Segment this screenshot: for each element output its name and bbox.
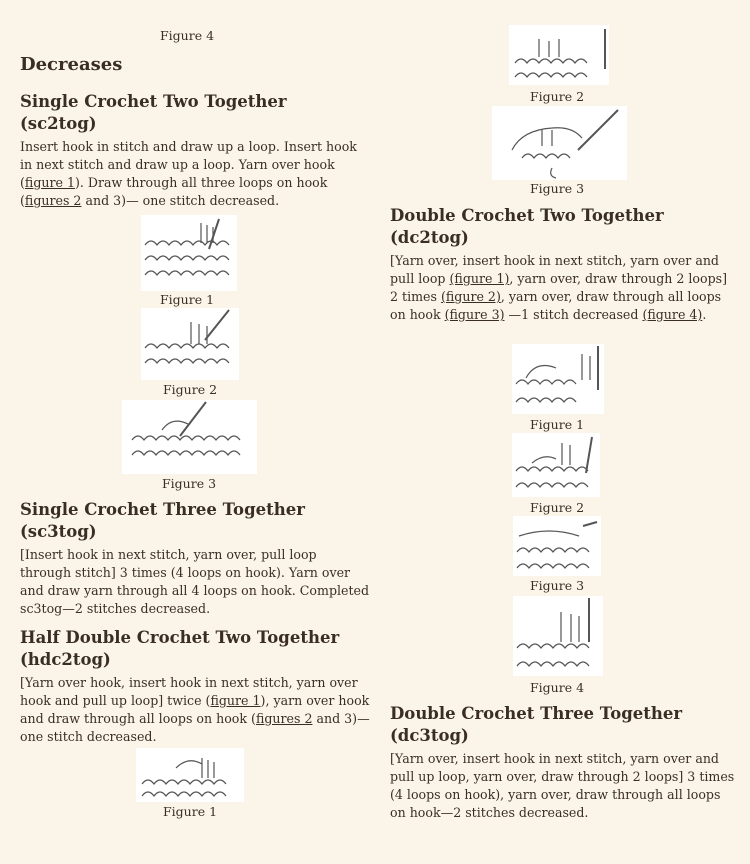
sc3tog-instructions: [Insert hook in next stitch, yarn over, pull loop through stitch] 3 times (4 loops on hook). Yarn over and draw yarn through all 4 loops on hook. Completed sc3tog—2 stitches decreased. (20, 547, 370, 616)
sc2tog-figure1-caption: Figure 1 (160, 292, 215, 307)
hdc2tog-link-figures2[interactable]: figures 2 (255, 711, 313, 726)
right-figure2-illustration (509, 25, 609, 85)
dc2tog-figure4-caption: Figure 4 (530, 680, 585, 695)
crochet-swatch-icon (141, 308, 239, 380)
sc3tog-section (20, 499, 370, 618)
dc2tog-figure3-illustration (513, 516, 601, 576)
sc2tog-title-line1: Single Crochet Two Together (20, 92, 287, 111)
crochet-swatch-icon (509, 25, 609, 85)
crochet-swatch-icon (513, 516, 601, 576)
dc3tog-title-line2: (dc3tog) (390, 725, 469, 745)
dc2tog-title-line1: Double Crochet Two Together (390, 206, 664, 225)
sc2tog-figure3-caption: Figure 3 (162, 476, 217, 491)
crochet-swatch-icon (122, 400, 257, 474)
hdc2tog-section (20, 627, 370, 746)
hdc2tog-link-figure1[interactable]: figure 1 (210, 693, 261, 708)
sc2tog-figure1-illustration (141, 215, 237, 291)
sc2tog-title-line2: (sc2tog) (20, 113, 97, 133)
dc2tog-text-d: —1 stitch decreased (504, 307, 643, 322)
sc2tog-link-figure1[interactable]: figure 1 (24, 175, 75, 190)
sc2tog-text-b: ). Draw through all three loops on hook ( (20, 175, 328, 208)
dc2tog-text-b: , yarn over, draw through 2 loops] 2 times (390, 271, 728, 304)
dc2tog-figure3-caption: Figure 3 (530, 578, 585, 593)
sc2tog-figure2-caption: Figure 2 (163, 382, 218, 397)
dc2tog-title (390, 205, 735, 248)
dc2tog-figure2-caption: Figure 2 (530, 500, 585, 515)
right-figure3-illustration (492, 106, 627, 180)
dc2tog-figure1-caption: Figure 1 (530, 417, 585, 432)
dc2tog-link-figure2[interactable]: (figure 2) (440, 289, 501, 304)
figure-caption-top: Figure 4 (160, 28, 215, 43)
sc3tog-title-line1: Single Crochet Three Together (20, 500, 305, 519)
hdc2tog-title-line2: (hdc2tog) (20, 649, 111, 669)
dc2tog-figure2-illustration (512, 433, 600, 497)
dc2tog-link-figure1[interactable]: (figure 1) (449, 271, 510, 286)
hdc2tog-figure1-caption: Figure 1 (163, 804, 218, 819)
dc2tog-text-a: [Yarn over, insert hook in next stitch, yarn over and pull loop (390, 253, 719, 286)
hdc2tog-text-c: and 3)—one stitch decreased. (20, 711, 370, 744)
dc2tog-title-line2: (dc2tog) (390, 227, 469, 247)
dc2tog-section (390, 205, 735, 324)
dc2tog-figure4-illustration (513, 596, 603, 676)
dc2tog-text-c: , yarn over, draw through all loops on hook (390, 289, 722, 322)
crochet-swatch-icon (141, 215, 237, 291)
dc3tog-title-line1: Double Crochet Three Together (390, 704, 683, 723)
section-title (20, 53, 122, 76)
dc2tog-link-figure4[interactable]: (figure 4) (642, 307, 703, 322)
dc3tog-title (390, 703, 735, 746)
hdc2tog-title-line1: Half Double Crochet Two Together (20, 628, 340, 647)
decreases-heading: Decreases (20, 54, 123, 75)
sc2tog-text-c: and 3)— one stitch decreased. (81, 193, 280, 208)
hdc2tog-text-a: [Yarn over hook, insert hook in next stitch, yarn over hook and pull up loop] twice ( (20, 675, 358, 708)
right-figure3-caption: Figure 3 (530, 181, 585, 196)
right-figure2-caption: Figure 2 (530, 89, 585, 104)
sc3tog-title-line2: (sc3tog) (20, 521, 97, 541)
dc2tog-link-figure3[interactable]: (figure 3) (444, 307, 505, 322)
crochet-swatch-icon (136, 748, 244, 802)
sc2tog-link-figures2[interactable]: figures 2 (24, 193, 82, 208)
crochet-swatch-icon (492, 106, 627, 180)
sc3tog-title (20, 499, 370, 542)
crochet-swatch-icon (512, 344, 604, 414)
hdc2tog-text-b: ), yarn over hook and draw through all loops on hook ( (20, 693, 370, 726)
crochet-swatch-icon (512, 433, 600, 497)
sc2tog-section (20, 91, 370, 210)
sc2tog-instructions (20, 138, 370, 210)
sc2tog-text-a: Insert hook in stitch and draw up a loop. Insert hook in next stitch and draw up a loop. Yarn over hook ( (20, 139, 357, 190)
hdc2tog-title (20, 627, 370, 670)
sc2tog-title (20, 91, 370, 134)
dc3tog-instructions: [Yarn over, insert hook in next stitch, yarn over and pull up loop, yarn over, draw through 2 loops] 3 times (4 loops on hook), yarn over, draw through all loops on hook—2 stitches decreased. (390, 751, 735, 820)
hdc2tog-instructions (20, 674, 370, 746)
hdc2tog-figure1-illustration (136, 748, 244, 802)
sc2tog-figure3-illustration (122, 400, 257, 474)
dc2tog-text-e: . (702, 307, 707, 322)
dc2tog-figure1-illustration (512, 344, 604, 414)
crochet-swatch-icon (513, 596, 603, 676)
dc2tog-instructions (390, 252, 735, 324)
dc3tog-section (390, 703, 735, 822)
sc2tog-figure2-illustration (141, 308, 239, 380)
